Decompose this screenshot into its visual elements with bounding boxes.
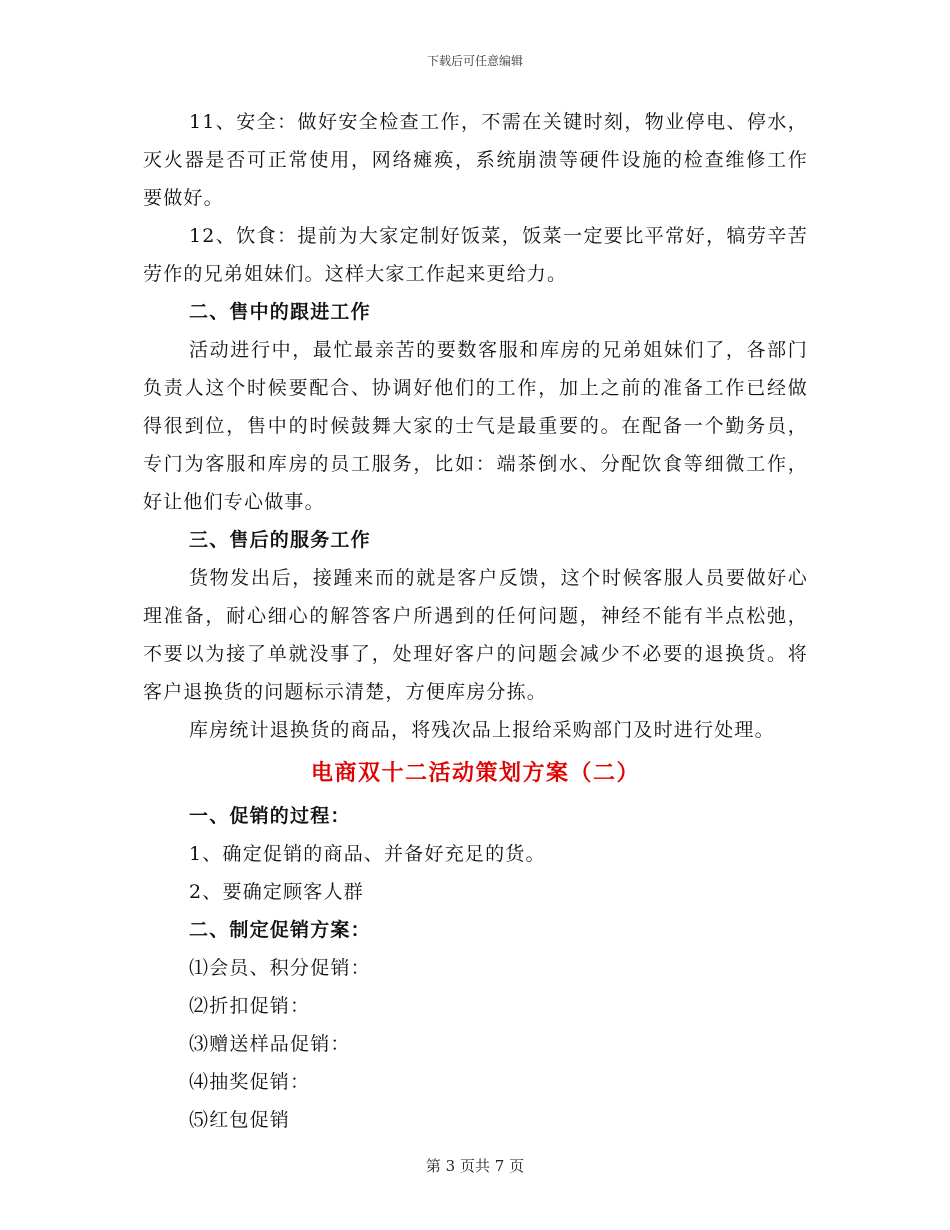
plan-item: ⑵折扣促销： (189, 995, 311, 1017)
plan-item: ⑶赠送样品促销： (189, 1033, 351, 1055)
page-footer: 第 3 页共 7 页 (425, 1157, 525, 1175)
paragraph-warehouse: 库房统计退换货的商品，将残次品上报给采购部门及时进行处理。 (189, 719, 775, 741)
section-title: 电商双十二活动策划方案（二） (310, 760, 640, 786)
heading-promotion-plan: 二、制定促销方案： (189, 919, 371, 941)
heading-after-sale: 三、售后的服务工作 (189, 529, 371, 551)
list-item: 2、要确定顾客人群 (189, 881, 364, 903)
list-item: 1、确定促销的商品、并备好充足的货。 (189, 843, 546, 865)
paragraph-during-sale: 活动进行中，最忙最亲苦的要数客服和库房的兄弟姐妹们了，各部门负责人这个时候要配合、协调好他们的工作，加上之前的准备工作已经做得很到位，售中的时候鼓舞大家的士气是最重要的。在配备一个勤务员，专门为客服和库房的员工服务，比如：端茶倒水、分配饮食等细微工作，好让他们专心做事。 (143, 339, 808, 513)
paragraph-safety: 11、安全：做好安全检查工作，不需在关键时刻，物业停电、停水，灭火器是否可正常使用，网络瘫痪，系统崩溃等硬件设施的检查维修工作要做好。 (143, 111, 808, 209)
heading-during-sale: 二、售中的跟进工作 (189, 301, 371, 323)
document-body (143, 103, 808, 1139)
page-header: 下载后可任意编辑 (426, 54, 523, 68)
plan-item: ⑸红包促销 (189, 1109, 291, 1131)
plan-item: ⑷抽奖促销： (189, 1071, 311, 1093)
plan-item: ⑴会员、积分促销： (189, 957, 371, 979)
paragraph-after-sale: 货物发出后，接踵来而的就是客户反馈，这个时候客服人员要做好心理准备，耐心细心的解答客户所遇到的任何问题，神经不能有半点松弛，不要以为接了单就没事了，处理好客户的问题会减少不必要的退换货。将客户退换货的问题标示清楚，方便库房分拣。 (143, 567, 808, 703)
heading-promotion-process: 一、促销的过程： (189, 805, 351, 827)
paragraph-food: 12、饮食：提前为大家定制好饭菜，饭菜一定要比平常好，犒劳辛苦劳作的兄弟姐妹们。这样大家工作起来更给力。 (143, 225, 808, 285)
